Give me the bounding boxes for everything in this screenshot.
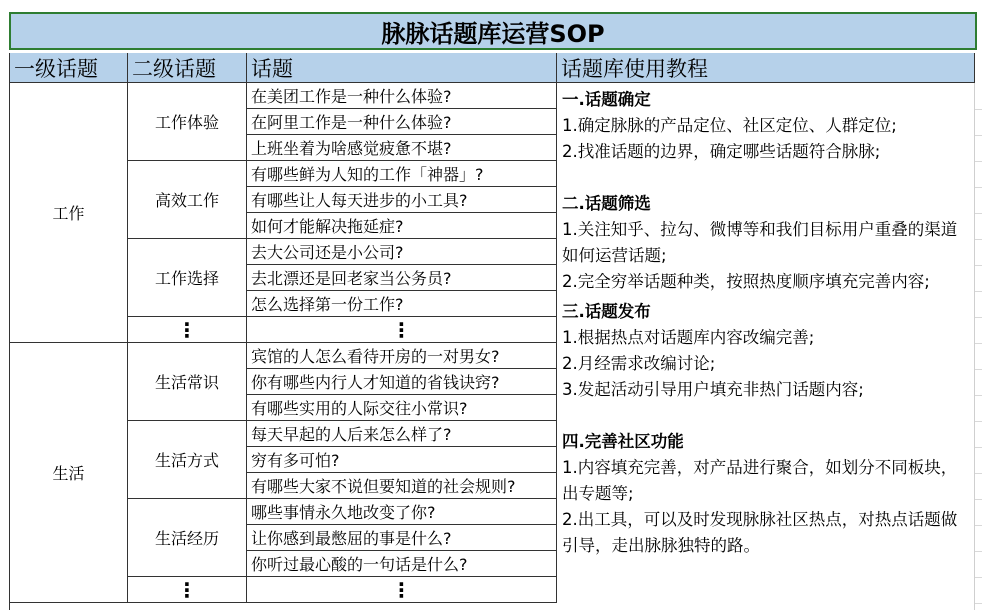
tutorial-heading: 三.话题发布 [562,302,651,321]
tutorial-heading: 二.话题筛选 [562,194,651,213]
grid-line [975,369,982,370]
grid-line [975,135,982,136]
topic-cell[interactable]: 有哪些实用的人际交往小常识? [247,395,557,421]
level2-cell[interactable]: 高效工作 [128,161,247,239]
level2-cell[interactable]: 生活方式 [128,421,247,499]
grid-line [975,603,982,604]
topic-cell[interactable]: 哪些事情永久地改变了你? [247,499,557,525]
tutorial-item: 1.关注知乎、拉勾、微博等和我们目标用户重叠的渠道如何运营话题; [562,220,958,265]
grid-line [975,577,982,578]
header-level2[interactable]: 二级话题 [128,53,247,83]
topic-cell[interactable]: 宾馆的人怎么看待开房的一对男女? [247,343,557,369]
topic-cell[interactable]: 穷有多可怕? [247,447,557,473]
page-title[interactable]: 脉脉话题库运营SOP [9,12,977,50]
topic-cell[interactable]: 有哪些让人每天进步的小工具? [247,187,557,213]
tutorial-item: 2.找准话题的边界，确定哪些话题符合脉脉; [562,142,881,161]
tutorial-panel[interactable] [557,83,975,610]
header-topic[interactable]: 话题 [247,53,557,83]
level1-cell-work[interactable]: 工作 [10,83,128,343]
grid-line [975,551,982,552]
topic-cell[interactable]: 去北漂还是回老家当公务员? [247,265,557,291]
ellipsis-cell[interactable]: ⋮ [247,577,557,603]
tutorial-heading: 四.完善社区功能 [562,432,684,451]
grid-line [975,395,982,396]
tutorial-heading: 一.话题确定 [562,90,651,109]
level2-cell[interactable]: 工作选择 [128,239,247,317]
level2-cell[interactable]: 生活常识 [128,343,247,421]
tutorial-item: 2.出工具，可以及时发现脉脉社区热点，对热点话题做引导，走出脉脉独特的路。 [562,510,958,555]
spacer [562,165,970,191]
grid-line [975,525,982,526]
topic-cell[interactable]: 有哪些大家不说但要知道的社会规则? [247,473,557,499]
tutorial-item: 1.根据热点对话题库内容改编完善; [562,328,815,347]
grid-line [975,109,982,110]
ellipsis-cell[interactable]: ⋮ [128,317,247,343]
topic-cell[interactable]: 去大公司还是小公司? [247,239,557,265]
topic-cell[interactable]: 在阿里工作是一种什么体验? [247,109,557,135]
grid-line [975,343,982,344]
ellipsis-cell[interactable]: ⋮ [128,577,247,603]
topic-cell[interactable]: 上班坐着为啥感觉疲惫不堪? [247,135,557,161]
grid-line [975,187,982,188]
topic-cell[interactable]: 如何才能解决拖延症? [247,213,557,239]
topic-cell[interactable]: 每天早起的人后来怎么样了? [247,421,557,447]
tutorial-item: 1.确定脉脉的产品定位、社区定位、人群定位; [562,116,897,135]
spacer [562,403,970,429]
grid-line [975,421,982,422]
grid-line [975,265,982,266]
topic-cell[interactable]: 怎么选择第一份工作? [247,291,557,317]
tutorial-item: 2.月经需求改编讨论; [562,354,716,373]
ellipsis-cell[interactable]: ⋮ [247,317,557,343]
grid-line [975,239,982,240]
topic-cell[interactable]: 你听过最心酸的一句话是什么? [247,551,557,577]
tutorial-item: 3.发起活动引导用户填充非热门话题内容; [562,380,864,399]
level2-cell[interactable]: 工作体验 [128,83,247,161]
topic-cell[interactable]: 你有哪些内行人才知道的省钱诀窍? [247,369,557,395]
topic-cell[interactable]: 在美团工作是一种什么体验? [247,83,557,109]
grid-line [975,317,982,318]
grid-line [975,473,982,474]
grid-line [975,499,982,500]
topic-cell[interactable]: 有哪些鲜为人知的工作「神器」? [247,161,557,187]
level1-cell-life[interactable]: 生活 [10,343,128,603]
topic-cell[interactable]: 让你感到最憋屈的事是什么? [247,525,557,551]
tutorial-item: 1.内容填充完善，对产品进行聚合，如划分不同板块，出专题等; [562,458,958,503]
header-level1[interactable]: 一级话题 [9,53,128,83]
header-tutorial[interactable]: 话题库使用教程 [557,53,975,83]
grid-line [975,447,982,448]
grid-line [975,213,982,214]
tutorial-item: 2.完全穷举话题种类，按照热度顺序填充完善内容; [562,272,930,291]
grid-line [975,291,982,292]
grid-line [975,161,982,162]
level2-cell[interactable]: 生活经历 [128,499,247,577]
